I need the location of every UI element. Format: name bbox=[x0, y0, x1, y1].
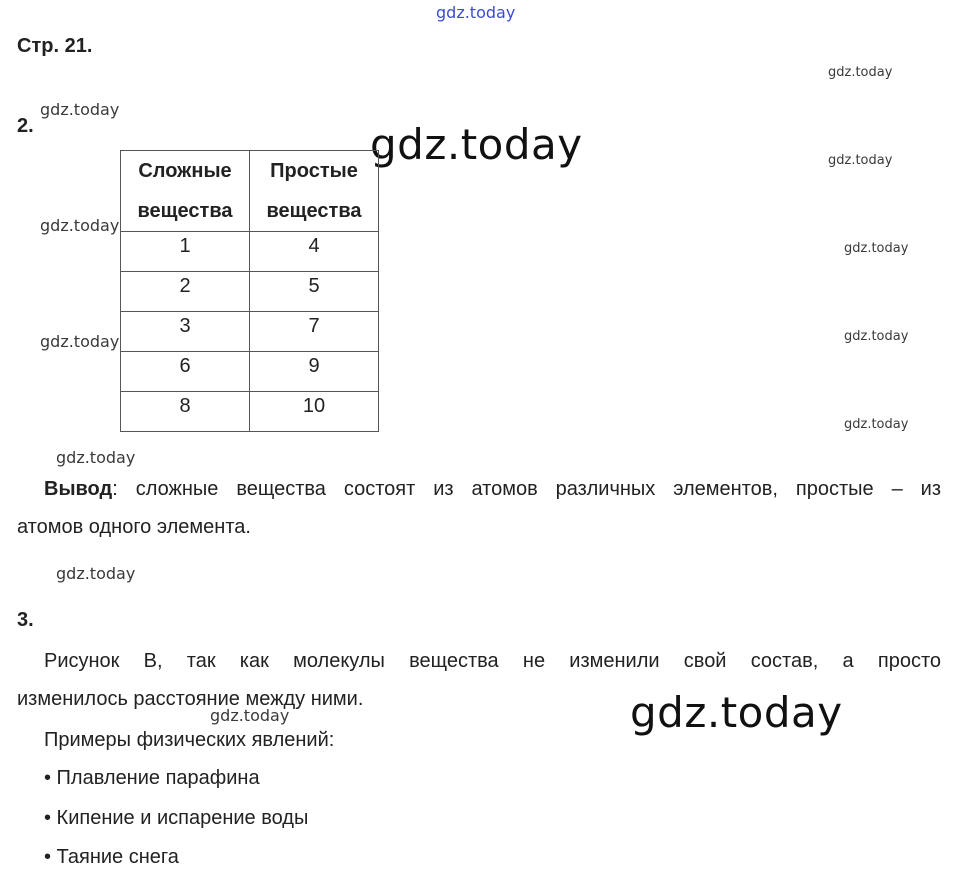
watermark: gdz.today bbox=[844, 241, 909, 256]
table-cell: 2 bbox=[121, 272, 250, 312]
table-cell: 8 bbox=[121, 392, 250, 432]
answer-paragraph bbox=[17, 642, 941, 718]
table-cell: 5 bbox=[250, 272, 379, 312]
list-item: • Таяние снега bbox=[44, 846, 179, 868]
conclusion-text-line-2: атомов одного элемента. bbox=[17, 516, 251, 538]
watermark-top: gdz.today bbox=[436, 3, 516, 22]
watermark-large: gdz.today bbox=[370, 120, 583, 169]
page-label: Стр. 21. bbox=[17, 35, 93, 57]
substances-table bbox=[120, 150, 379, 432]
answer-line-1: Рисунок В, так как молекулы вещества не изменили свой состав, а просто bbox=[44, 650, 941, 672]
list-item: • Кипение и испарение воды bbox=[44, 807, 309, 829]
table-row bbox=[121, 232, 379, 272]
table-cell: 3 bbox=[121, 312, 250, 352]
watermark: gdz.today bbox=[828, 153, 893, 168]
table-cell: 7 bbox=[250, 312, 379, 352]
table-row bbox=[121, 352, 379, 392]
table-header-simple: Простые вещества bbox=[250, 151, 379, 232]
table-cell: 4 bbox=[250, 232, 379, 272]
conclusion-paragraph bbox=[17, 470, 941, 546]
watermark: gdz.today bbox=[844, 417, 909, 432]
conclusion-label: Вывод bbox=[44, 478, 113, 500]
task-3-number: 3. bbox=[17, 609, 34, 631]
table-row bbox=[121, 392, 379, 432]
watermark: gdz.today bbox=[40, 332, 120, 351]
watermark: gdz.today bbox=[56, 448, 136, 467]
table-cell: 9 bbox=[250, 352, 379, 392]
watermark: gdz.today bbox=[844, 329, 909, 344]
table-row bbox=[121, 272, 379, 312]
table-row bbox=[121, 312, 379, 352]
table-cell: 10 bbox=[250, 392, 379, 432]
answer-line-2: изменилось расстояние между ними. bbox=[17, 688, 364, 710]
table-header-complex: Сложные вещества bbox=[121, 151, 250, 232]
watermark: gdz.today bbox=[56, 564, 136, 583]
watermark: gdz.today bbox=[210, 706, 290, 725]
table-cell: 6 bbox=[121, 352, 250, 392]
task-2-number: 2. bbox=[17, 115, 34, 137]
watermark: gdz.today bbox=[40, 216, 120, 235]
list-item: • Плавление парафина bbox=[44, 767, 260, 789]
watermark-large: gdz.today bbox=[630, 688, 843, 737]
table-cell: 1 bbox=[121, 232, 250, 272]
watermark: gdz.today bbox=[828, 65, 893, 80]
watermark: gdz.today bbox=[40, 100, 120, 119]
conclusion-text-line-1: : сложные вещества состоят из атомов различных элементов, простые – из bbox=[112, 478, 941, 500]
examples-title: Примеры физических явлений: bbox=[44, 729, 335, 751]
